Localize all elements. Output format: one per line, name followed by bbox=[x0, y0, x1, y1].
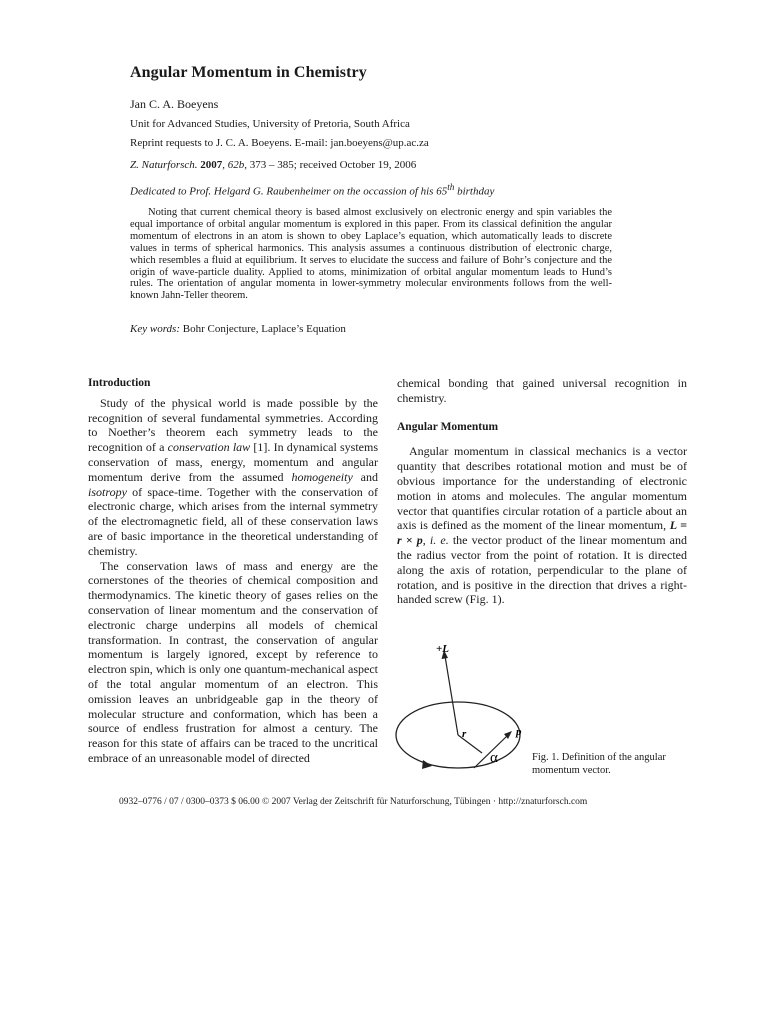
reprint-requests: Reprint requests to J. C. A. Boeyens. E-mail: jan.boeyens@up.ac.za bbox=[130, 137, 429, 149]
intro-continuation: chemical bonding that gained universal recognition in chemistry. bbox=[397, 376, 687, 405]
journal-name: Z. Naturforsch. bbox=[130, 159, 198, 171]
journal-year: 2007 bbox=[200, 159, 223, 171]
label-l: +L bbox=[436, 643, 449, 655]
am-text-a: Angular momentum in classical mechanics is a vector quantity that describes rotational motion and must be of obvious importance for the understanding of electronic motion in atoms and molecules. The angular momentum vector that quantifies circular rotation of a particle about an axis is defined as the moment of the linear momentum, bbox=[397, 444, 687, 533]
right-column bbox=[397, 376, 687, 607]
intro-p1-text-g: of space-time. Together with the conservation of electronic charge, which arises from the internal symmetry of the electromagnetic field, all of these conservation laws are of basic importance in the theoretical understanding of chemistry. bbox=[88, 484, 378, 558]
author-name: Jan C. A. Boeyens bbox=[130, 97, 219, 111]
affiliation: Unit for Advanced Studies, University of Pretoria, South Africa bbox=[130, 118, 410, 130]
keywords-label: Key words: bbox=[130, 323, 181, 335]
journal-pages: , 373 – 385; received October 19, 2006 bbox=[244, 159, 417, 171]
am-text-c: the vector product of the linear momentum and the radius vector from the point of rotation. It is directed along the axis of rotation, perpendicular to the plane of rotation, and is positive in the direction that drives a right-handed screw (Fig. 1). bbox=[397, 533, 687, 607]
label-alpha: α bbox=[490, 750, 498, 766]
angular-momentum-heading: Angular Momentum bbox=[397, 420, 499, 433]
dedication-end: birthday bbox=[454, 185, 495, 198]
dedication-text: Dedicated to Prof. Helgard G. Raubenheimer on the occassion of his 65 bbox=[130, 185, 448, 198]
dedication-superscript: th bbox=[447, 182, 455, 192]
intro-p1-text-a: Study of the physical world is made possible by the recognition of several fundamental symmetries. According to Noether’s theorem each symmetry leads to the recognition of a bbox=[88, 395, 378, 455]
am-ie: i. e. bbox=[429, 533, 449, 548]
intro-paragraph-2: The conservation laws of mass and energy are the cornerstones of the theories of chemical composition and thermodynamics. The kinetic theory of gases relies on the conservation of linear momentum and the conservation of electronic charge underpins all models of chemical transformation. In contrast, the conservation of angular momentum is largely ignored, except by reference to electron spin, which is only one quantum-mechanical aspect of the total angular momentum of an electron. This omission leaves an unbridgeable gap in the theory of molecular structure and conformation, which has been a source of endless frustration for almost a century. The reason for this state of affairs can be traced to the uncritical embrace of an unreasonable model of directed bbox=[88, 558, 378, 765]
angular-momentum-vector bbox=[445, 656, 458, 735]
journal-volume: , 62b bbox=[222, 159, 245, 171]
label-p: p bbox=[516, 726, 522, 738]
intro-paragraph-1 bbox=[88, 396, 378, 559]
label-r: r bbox=[462, 728, 467, 740]
introduction-heading: Introduction bbox=[88, 377, 151, 389]
copyright-footer: 0932–0776 / 07 / 0300–0373 $ 06.00 © 2007 Verlag der Zeitschrift für Naturforschung, Tübingen · http://znaturforsch.com bbox=[119, 797, 588, 807]
figure-caption: Fig. 1. Definition of the angular momentum vector. bbox=[532, 752, 666, 776]
intro-p1-isotropy: isotropy bbox=[88, 484, 127, 499]
dedication bbox=[130, 182, 494, 198]
abstract: Noting that current chemical theory is based almost exclusively on electronic energy and spin variables the equal importance of orbital angular momentum is explored in this paper. From its classical definition the angular momentum of electrons in an atom is shown to obey Laplace’s equation, which automatically leads to discrete values in terms of spherical harmonics. This analysis assumes a continuous distribution of electronic charge, which resembles a fluid at equilibrium. It serves to elucidate the success and failure of Bohr’s conjecture and the origin of wave-particle duality. Applied to atoms, minimization of orbital angular momentum leads to Hund’s rules. The orientation of angular momenta in lower-symmetry molecular environments follows from the well-known Jahn-Teller theorem. bbox=[130, 207, 612, 302]
paper-title: Angular Momentum in Chemistry bbox=[130, 64, 367, 81]
left-column bbox=[88, 376, 378, 766]
am-text-b: , bbox=[422, 533, 430, 548]
intro-p1-text-c: [1]. In dynamical systems conservation of mass, energy, momentum and angular momentum derive from the assumed bbox=[88, 440, 378, 484]
intro-p1-text-e: and bbox=[352, 469, 378, 484]
intro-p1-homogeneity: homogeneity bbox=[291, 469, 353, 484]
angular-momentum-figure bbox=[392, 640, 537, 785]
keywords-value: Bohr Conjecture, Laplace’s Equation bbox=[180, 323, 346, 335]
keywords bbox=[130, 323, 346, 335]
journal-citation bbox=[130, 159, 416, 171]
am-equation: L = r × p bbox=[397, 518, 688, 548]
intro-p1-conservation-law: conservation law bbox=[167, 440, 251, 455]
angular-momentum-paragraph bbox=[397, 444, 687, 607]
